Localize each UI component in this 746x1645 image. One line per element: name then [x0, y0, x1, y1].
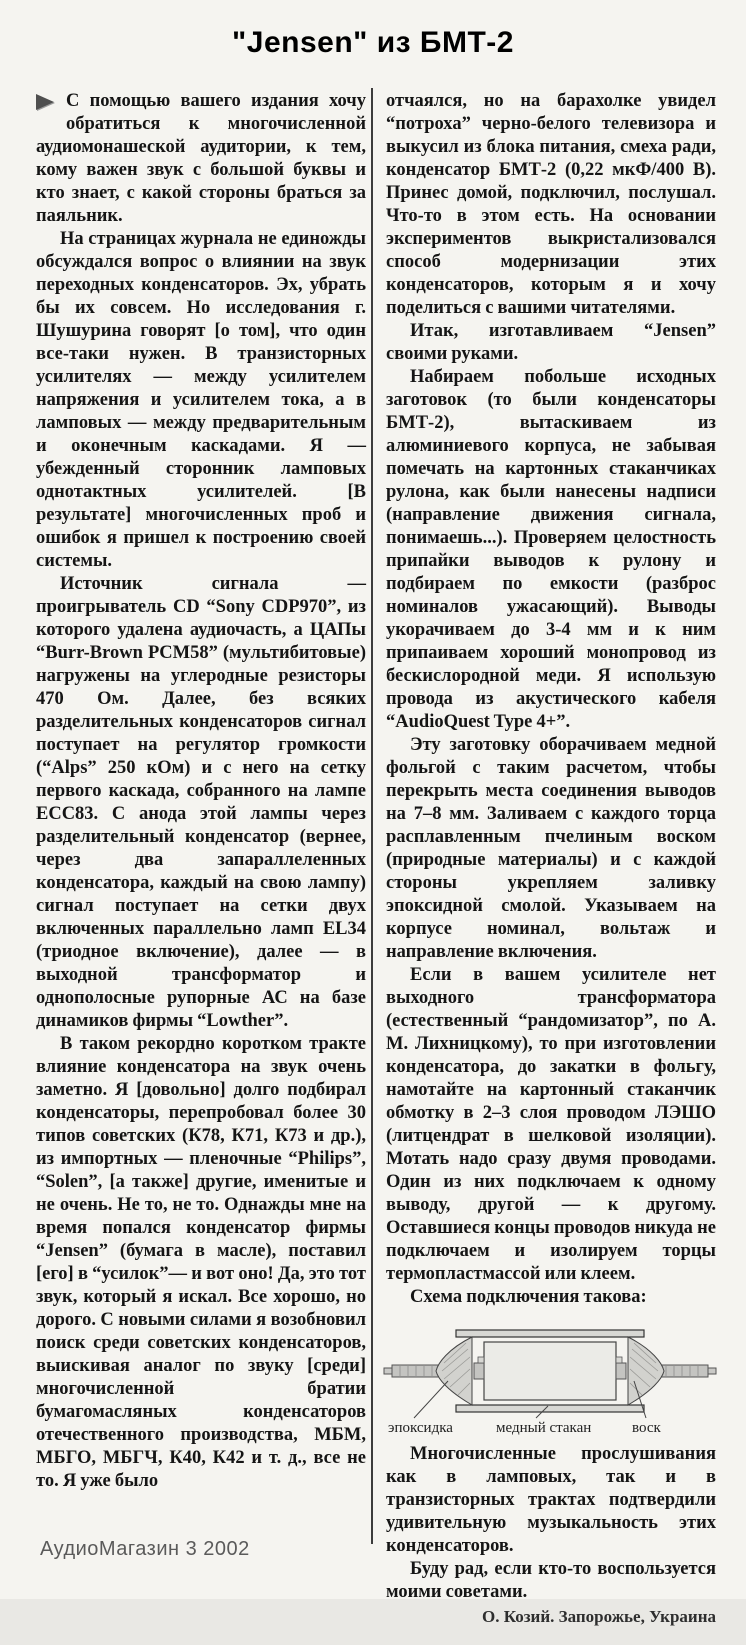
column-divider — [371, 88, 373, 1544]
paragraph: Если в вашем усилителе нет выходного трансформатора (естественный “рандомизатор”, по А. М. Лихницкому), то при изготовлении конденсатора, до закатки в фольгу, намотайте на картонный стаканчик обмотку в 2–3 слоя проводом ЛЭШО (литцендрат в шелковой изоляции). Мотать надо сразу двумя проводами. Один из них подключаем к одному выводу, другой — к другому. Оставшиеся концы проводов никуда не подключаем и изолируем торцы термопластмассой или клеем. — [386, 965, 716, 1284]
paragraph — [36, 90, 366, 228]
page-title: "Jensen" из БМТ-2 — [232, 26, 514, 59]
capacitor-roll — [484, 1342, 616, 1400]
paragraph: отчаялся, но на барахолке увидел “потроха” черно-белого телевизора и выкусил из блока питания, смеха ради, конденсатор БМТ-2 (0,22 мкФ/400 В). Принес домой, подключил, послушал. Что-то в этом есть. На основании экспериментов выкристализовался способ модернизации этих конденсаторов, которым я и хочу поделиться с вашими читателями. — [386, 91, 716, 318]
paragraph: Многочисленные прослушивания как в ламповых, так и в транзисторных трактах подтвердили удивительную музыкальность этих конденсаторов. — [386, 1444, 716, 1556]
capacitor-diagram-svg — [380, 1319, 720, 1437]
paragraph: На страницах журнала не единожды обсуждался вопрос о влиянии на звук переходных конденсаторов. Эх, убрать бы их совсем. Но исследования г. Шушурина говорят [о том], что один все-таки нужен. В транзисторных усилителях — между усилителем напряжения и усилителем тока, а в ламповых — между предварительным и оконечным каскадами. Я — убежденный сторонник ламповых однотактных усилителей. [В результате] многочисленных проб и ошибок я пришел к построению своей системы. — [36, 229, 366, 571]
diagram-label-copper-cup: медный стакан — [496, 1420, 592, 1436]
left-column — [36, 90, 366, 1493]
right-column — [386, 90, 716, 1645]
epoxy-cone-left — [436, 1337, 472, 1405]
paragraph: В таком рекордно коротком тракте влияние конденсатора на звук очень заметно. Я [довольно] долго подбирал конденсаторы, перепробовал более 30 типов советских (К78, К71, К73 и др.), из импортных — пленочные “Philips”, “Solen”, [а также] другие, именитые и не очень. Не то, не то. Однажды мне на время попался конденсатор фирмы “Jensen” (бумага в масле), поставил [его] в “усилок”— и вот оно! Да, это тот звук, который я искал. Все хорошо, но дорого. С новыми силами я возобновил поиск среди советских конденсаторов, выискивая аналог по звуку [среди] многочисленной братии бумагомасляных конденсаторов отечественного производства, МБМ, МБГО, МБГЧ, К40, К42 и т. д., все не то. Я уже было — [36, 1034, 366, 1491]
paragraph-arrow-icon — [36, 90, 66, 132]
paragraph: Буду рад, если кто-то воспользуется моими советами. — [386, 1559, 716, 1602]
paragraph: Итак, изготавливаем “Jensen” своими руками. — [386, 321, 716, 364]
diagram-caption-intro: Схема подключения такова: — [410, 1287, 647, 1307]
diagram-label-wax: воск — [632, 1420, 661, 1436]
capacitor-diagram — [380, 1319, 720, 1437]
author-line: О. Козий. Запорожье, Украина — [482, 1607, 716, 1626]
magazine-footer: АудиоМагазин 3 2002 — [40, 1538, 250, 1560]
paragraph: Эту заготовку оборачиваем медной фольгой с таким расчетом, чтобы перекрыть места соединения выводов на 7–8 мм. Заливаем с каждого торца расплавленным пчелиным воском (природные материалы) и с каждой стороны укрепляем заливку эпоксидной смолой. Указываем на корпусе номинал, вольтаж и направление включения. — [386, 735, 716, 962]
solder-tab-right — [616, 1357, 626, 1379]
paragraph: Набираем побольше исходных заготовок (то были конденсаторы БМТ-2), вытаскиваем из алюминиевого корпуса, не забывая помечать на картонных стаканчиках рулона, как были нанесены надписи (направление движения сигнала, понимаешь...). Проверяем целостность припайки выводов к рулону и подбираем по емкости (разброс номиналов ужасающий). Выводы укорачиваем до 3-4 мм и к ним припаиваем хороший монопровод из бескислородной меди. Я использую провода из акустического кабеля “AudioQuest Type 4+”. — [386, 367, 716, 732]
epoxy-cone-right — [628, 1337, 664, 1405]
paragraph: Источник сигнала — проигрыватель CD “Sony CDP970”, из которого удалена аудиочасть, а ЦАПы “Burr-Brown PCM58” (мультибитовые) нагружены на углеродные резисторы 470 Ом. Далее, без всяких разделительных конденсаторов сигнал поступает на регулятор громкости (“Alps” 250 кОм) и с него на сетку первого каскада, собранного на лампе ECC83. С анода этой лампы через разделительный конденсатор (вернее, через два запараллеленных конденсатора, каждый на свою лампу) сигнал поступает на сетки двух включенных параллельно ламп EL34 (триодное включение), далее — в выходной трансформатор и однополосные рупорные АС на базе динамиков фирмы “Lowther”. — [36, 574, 366, 1031]
solder-tab-left — [474, 1357, 484, 1379]
diagram-label-epoxy: эпоксидка — [388, 1420, 453, 1436]
paragraph-text: С помощью вашего издания хочу обратиться к многочисленной аудиомонашеской аудитории, к тем, кому важен звук с большой буквы и кто знает, с какой стороны браться за паяльник. — [36, 91, 366, 226]
